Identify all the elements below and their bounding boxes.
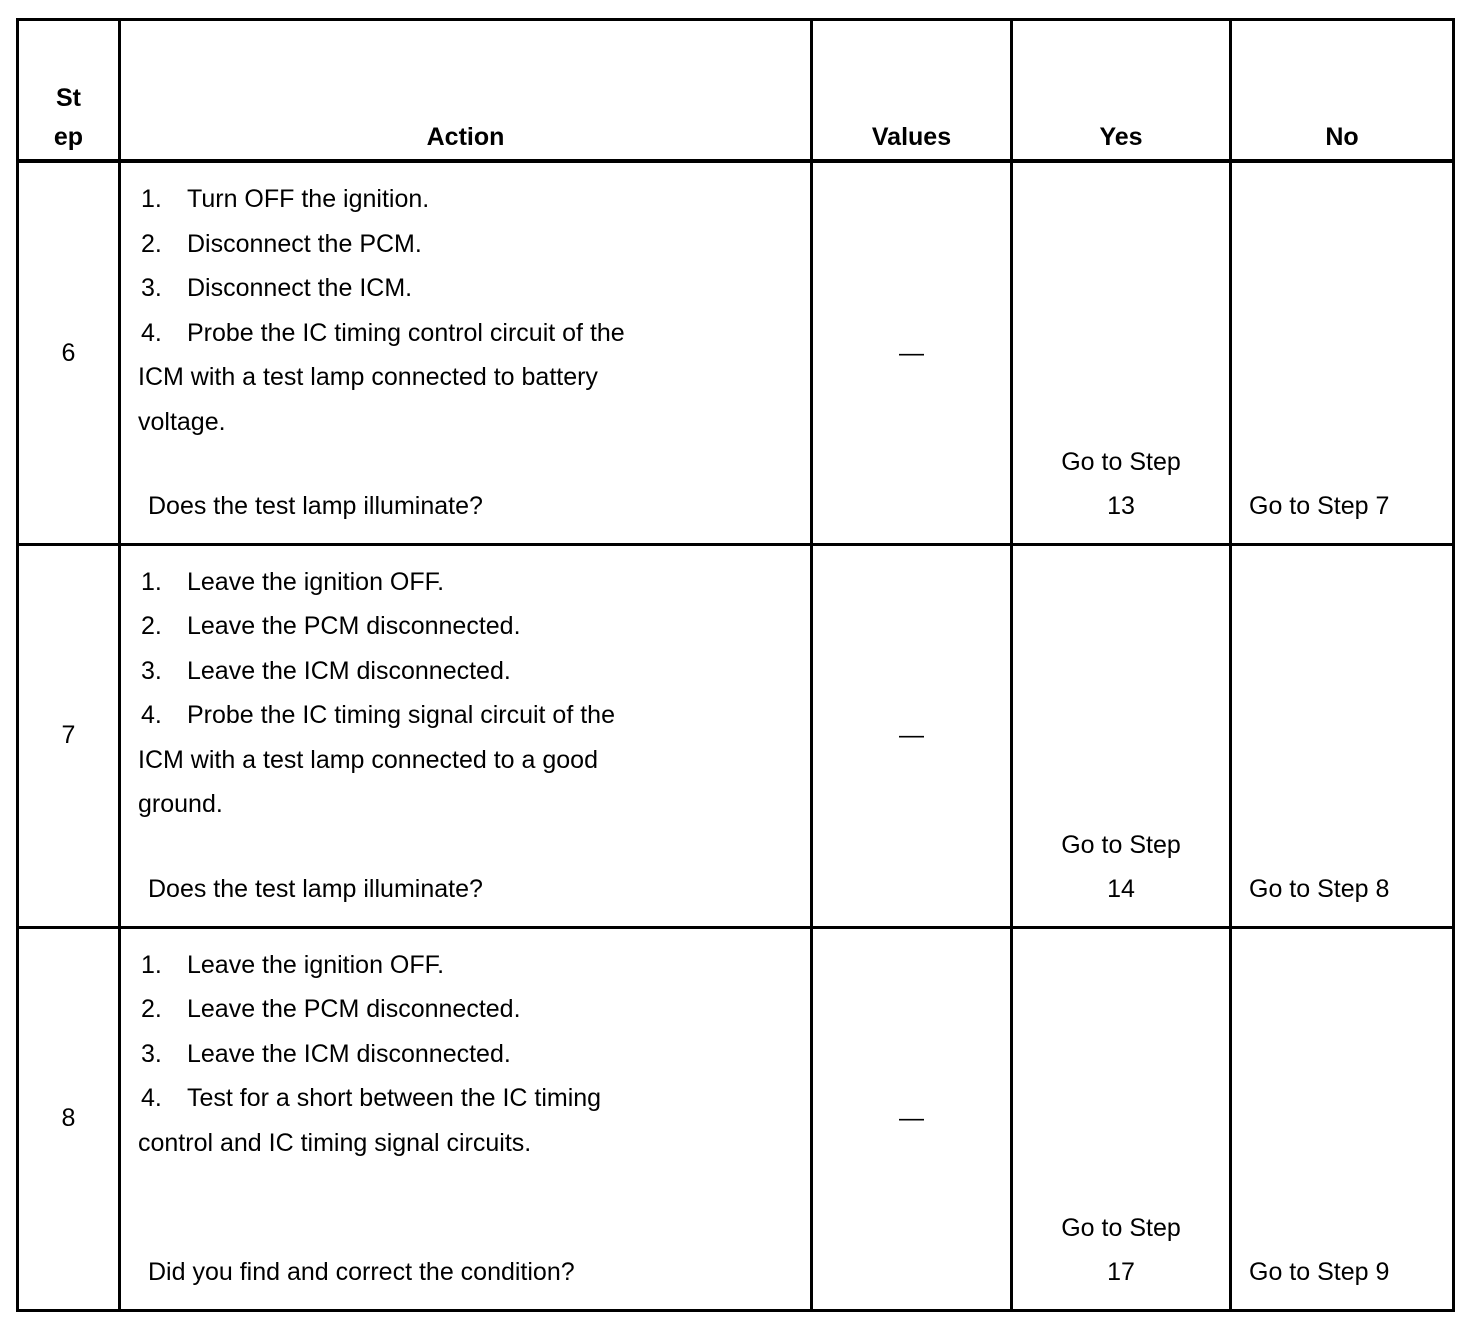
yes-result-line1: Go to Step <box>1061 1213 1181 1242</box>
action-item <box>141 943 810 988</box>
yes-result <box>1013 440 1229 529</box>
table-row <box>18 927 1454 1310</box>
action-item-number: 1. <box>141 185 162 213</box>
action-continuation: ICM with a test lamp connected to battery <box>138 363 598 391</box>
table-row <box>18 544 1454 927</box>
action-cell <box>120 544 812 927</box>
values-cell: — <box>812 544 1012 927</box>
action-item-number: 3. <box>141 656 162 685</box>
action-item <box>141 266 810 311</box>
header-action: Action <box>120 20 812 162</box>
step-number: 6 <box>18 161 120 544</box>
no-result: Go to Step 9 <box>1249 1258 1390 1286</box>
action-item-text: Leave the ignition OFF. <box>187 950 445 979</box>
action-item-number: 1. <box>141 950 162 979</box>
diagnostic-table <box>16 18 1455 1312</box>
action-item-number: 2. <box>141 229 162 258</box>
action-item-number: 2. <box>141 612 162 640</box>
action-cell <box>120 927 812 1310</box>
action-list <box>121 546 810 827</box>
yes-result-line2: 17 <box>1107 1258 1135 1286</box>
action-item-number: 1. <box>141 567 162 596</box>
action-item-text: Test for a short between the IC timing <box>187 1084 602 1112</box>
step-number: 8 <box>18 927 120 1310</box>
action-item <box>141 222 810 267</box>
yes-cell <box>1012 927 1231 1310</box>
yes-result-line1: Go to Step <box>1061 830 1181 859</box>
action-item-number: 4. <box>141 318 162 347</box>
action-item-number: 4. <box>141 701 162 729</box>
header-yes: Yes <box>1012 20 1231 162</box>
no-cell <box>1231 544 1454 927</box>
action-continuation: ICM with a test lamp connected to a good <box>138 745 598 774</box>
action-item-number: 4. <box>141 1084 162 1112</box>
no-cell <box>1231 927 1454 1310</box>
action-item <box>141 987 810 1032</box>
header-no: No <box>1231 20 1454 162</box>
yes-result <box>1013 823 1229 912</box>
yes-cell <box>1012 544 1231 927</box>
action-item-number: 2. <box>141 995 162 1023</box>
action-question: Does the test lamp illuminate? <box>148 492 483 520</box>
action-item-text: Disconnect the PCM. <box>187 229 422 258</box>
values-cell: — <box>812 927 1012 1310</box>
action-item-text: Probe the IC timing signal circuit of the <box>187 701 615 729</box>
action-item-text: Leave the ICM disconnected. <box>187 1039 511 1068</box>
action-item-text: Leave the PCM disconnected. <box>187 612 521 640</box>
action-cell <box>120 161 812 544</box>
action-item <box>141 311 810 356</box>
action-item <box>141 177 810 222</box>
table-row <box>18 161 1454 544</box>
action-item-text: Leave the PCM disconnected. <box>187 995 521 1023</box>
yes-cell <box>1012 161 1231 544</box>
yes-result-line1: Go to Step <box>1061 447 1181 476</box>
action-item-number: 3. <box>141 1039 162 1068</box>
action-question: Does the test lamp illuminate? <box>148 875 483 903</box>
action-item <box>141 649 810 694</box>
action-item-text: Disconnect the ICM. <box>187 274 413 302</box>
action-continuation: ground. <box>138 790 223 818</box>
action-item-text: Leave the ignition OFF. <box>187 567 445 596</box>
no-result: Go to Step 7 <box>1249 492 1390 520</box>
action-continuation: control and IC timing signal circuits. <box>138 1128 532 1157</box>
action-item <box>141 693 810 738</box>
action-item-number: 3. <box>141 274 162 302</box>
step-number: 7 <box>18 544 120 927</box>
no-result: Go to Step 8 <box>1249 875 1390 903</box>
action-item <box>141 1076 810 1121</box>
no-cell <box>1231 161 1454 544</box>
action-question: Did you find and correct the condition? <box>148 1258 575 1286</box>
action-list <box>121 163 810 444</box>
action-item-text: Probe the IC timing control circuit of the <box>187 318 625 347</box>
action-item-text: Leave the ICM disconnected. <box>187 656 511 685</box>
header-step-line2: ep <box>53 123 84 151</box>
header-step-line1: St <box>56 84 81 112</box>
action-item <box>141 560 810 605</box>
action-item <box>141 1032 810 1077</box>
header-step <box>18 20 120 162</box>
action-continuation: voltage. <box>138 407 226 436</box>
yes-result-line2: 13 <box>1107 492 1135 520</box>
yes-result-line2: 14 <box>1107 875 1135 903</box>
action-item-text: Turn OFF the ignition. <box>187 185 430 213</box>
action-list <box>121 929 810 1166</box>
yes-result <box>1013 1206 1229 1295</box>
values-cell: — <box>812 161 1012 544</box>
action-item <box>141 604 810 649</box>
header-row <box>18 20 1454 162</box>
header-values: Values <box>812 20 1012 162</box>
